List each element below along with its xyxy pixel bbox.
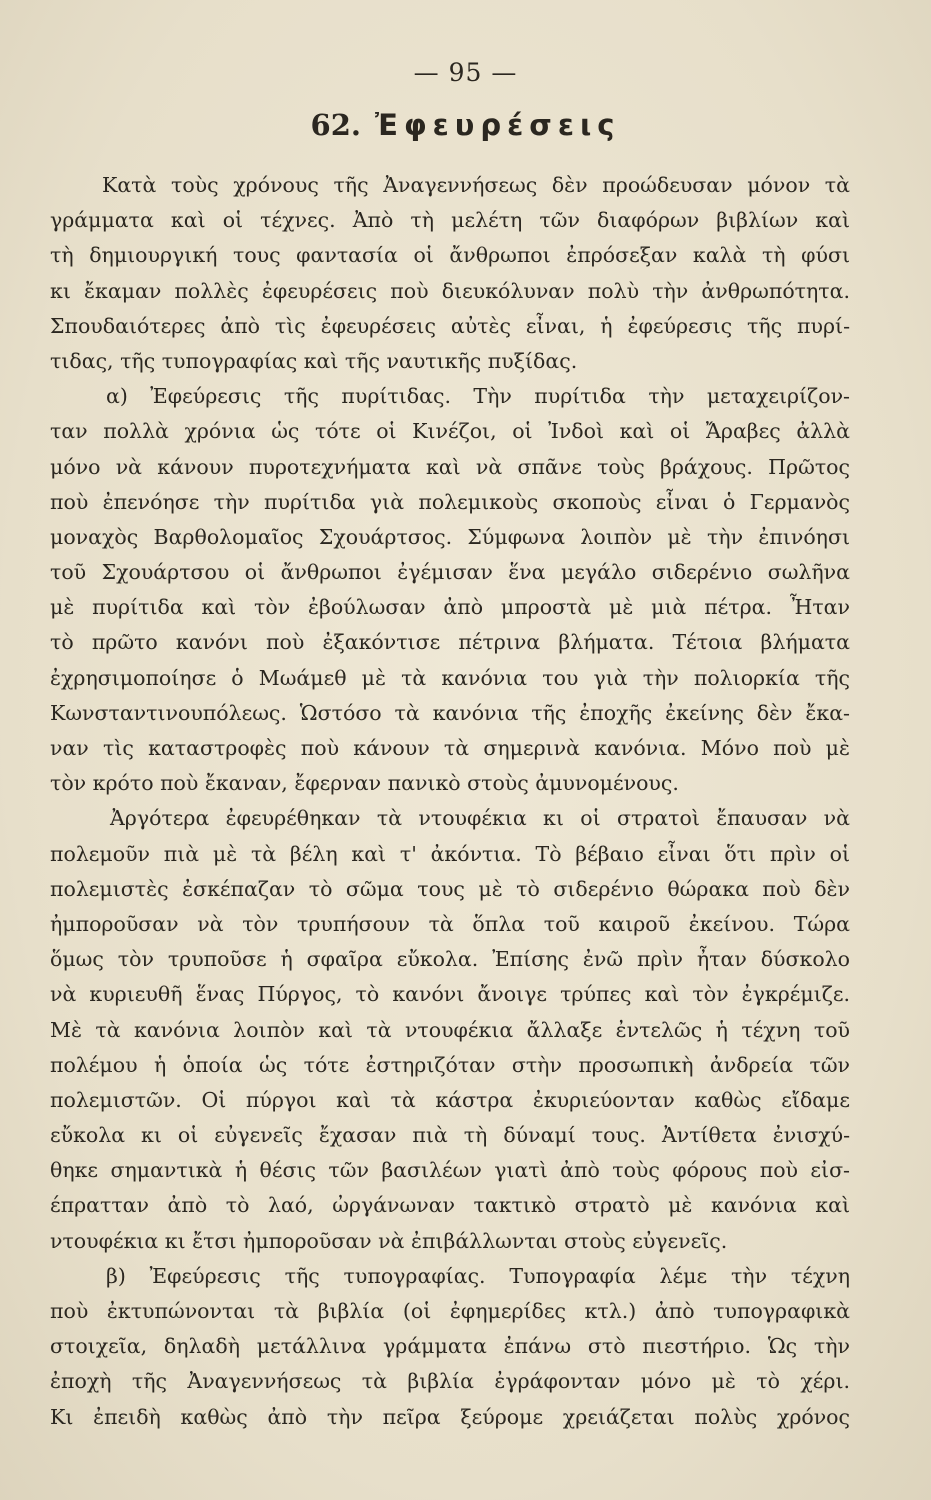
text-line: Κι ἐπειδὴ καθὼς ἀπὸ τὴν πεῖρα ξεύρομε χρειάζεται πολὺς χρόνος (50, 1404, 850, 1429)
text-line: τοῦ Σχουάρτσου οἱ ἄνθρωποι ἐγέμισαν ἕνα μεγάλο σιδερένιο σωλῆνα (50, 560, 850, 585)
text-line: ὅμως τὸν τρυποῦσε ἡ σφαῖρα εὔκολα. Ἐπίσης ἐνῶ πρὶν ἦταν δύσκολο (50, 947, 850, 972)
text-line: νὰ κυριευθῆ ἕνας Πύργος, τὸ κανόνι ἄνοιγε τρύπες καὶ τὸν ἐγκρέμιζε. (50, 982, 850, 1007)
page-number: — 95 — (413, 58, 518, 87)
text-line: πολεμιστὲς ἐσκέπαζαν τὸ σῶμα τους μὲ τὸ σιδερένιο θώρακα ποὺ δὲν (50, 876, 850, 901)
text-line: Ἀργότερα ἐφευρέθηκαν τὰ ντουφέκια κι οἱ στρατοὶ ἔπαυσαν νὰ (110, 806, 850, 831)
text-line: ντουφέκια κι ἔτσι ἠμποροῦσαν νὰ ἐπιβάλλωνται στοὺς εὐγενεῖς. (50, 1228, 728, 1253)
section-heading (0, 108, 931, 142)
text-line: γράμματα καὶ οἱ τέχνες. Ἀπὸ τὴ μελέτη τῶν διαφόρων βιβλίων καὶ (50, 208, 850, 233)
text-line: τὸ πρῶτο κανόνι ποὺ ἐξακόντισε πέτρινα βλήματα. Τέτοια βλήματα (50, 630, 850, 655)
text-line: ἐποχὴ τῆς Ἀναγεννήσεως τὰ βιβλία ἐγράφονταν μόνο μὲ τὸ χέρι. (50, 1369, 850, 1394)
text-line: β) Ἐφεύρεσις τῆς τυπογραφίας. Τυπογραφία λέμε τὴν τέχνη (106, 1263, 850, 1288)
text-line: κι ἔκαμαν πολλὲς ἐφευρέσεις ποὺ διευκόλυναν πολὺ τὴν ἀνθρωπότητα. (50, 278, 850, 303)
text-line: Κατὰ τοὺς χρόνους τῆς Ἀναγεννήσεως δὲν προώδευσαν μόνον τὰ (102, 173, 850, 197)
text-line: ναν τὶς καταστροφὲς ποὺ κάνουν τὰ σημερινὰ κανόνια. Μόνο ποὺ μὲ (50, 736, 850, 760)
body-text (50, 168, 850, 1435)
paragraph-gunpowder (50, 379, 850, 801)
paragraph-intro (50, 168, 850, 379)
text-line: στοιχεῖα, δηλαδὴ μετάλλινα γράμματα ἐπάνω στὸ πιεστήριο. Ὡς τὴν (50, 1334, 850, 1359)
text-line: εὔκολα κι οἱ εὐγενεῖς ἔχασαν πιὰ τὴ δύναμί τους. Ἀντίθετα ἐνισχύ- (50, 1123, 850, 1148)
text-line: τὴ δημιουργική τους φαντασία οἱ ἄνθρωποι ἐπρόσεξαν καλὰ τὴ φύσι (50, 243, 850, 268)
text-line: Μὲ τὰ κανόνια λοιπὸν καὶ τὰ ντουφέκια ἄλλαξε ἐντελῶς ἡ τέχνη τοῦ (50, 1017, 850, 1042)
paragraph-printing (50, 1259, 850, 1435)
text-line: ἠμποροῦσαν νὰ τὸν τρυπήσουν τὰ ὅπλα τοῦ καιροῦ ἐκείνου. Τώρα (50, 911, 850, 936)
text-line: τὸν κρότο ποὺ ἔκαναν, ἔφερναν πανικὸ στοὺς ἀμυνομένους. (50, 771, 679, 796)
text-line: πολέμου ἡ ὁποία ὡς τότε ἐστηριζόταν στὴν προσωπικὴ ἀνδρεία τῶν (50, 1052, 850, 1077)
paragraph-firearms (50, 801, 850, 1258)
text-line: μοναχὸς Βαρθολομαῖος Σχουάρτσος. Σύμφωνα λοιπὸν μὲ τὴν ἐπινόησι (50, 524, 850, 549)
text-line: Σπουδαιότερες ἀπὸ τὶς ἐφευρέσεις αὐτὲς εἶναι, ἡ ἐφεύρεσις τῆς πυρί- (50, 313, 850, 338)
text-line: πολεμοῦν πιὰ μὲ τὰ βέλη καὶ τ' ἀκόντια. Τὸ βέβαιο εἶναι ὅτι πρὶν οἱ (50, 841, 850, 866)
text-line: μὲ πυρίτιδα καὶ τὸν ἐβούλωσαν ἀπὸ μπροστὰ μὲ μιὰ πέτρα. Ἦταν (50, 595, 850, 620)
section-number: 62. (310, 108, 361, 142)
text-line: μόνο νὰ κάνουν πυροτεχνήματα καὶ νὰ σπᾶνε τοὺς βράχους. Πρῶτος (50, 454, 850, 479)
section-title: Ἐφευρέσεις (374, 108, 621, 142)
text-line: ποὺ ἐπενόησε τὴν πυρίτιδα γιὰ πολεμικοὺς σκοποὺς εἶναι ὁ Γερμανὸς (50, 489, 850, 514)
text-line: τιδας, τῆς τυπογραφίας καὶ τῆς ναυτικῆς πυξίδας. (50, 348, 578, 373)
text-line: ποὺ ἐκτυπώνονται τὰ βιβλία (οἱ ἐφημερίδες κτλ.) ἀπὸ τυπογραφικὰ (50, 1299, 850, 1323)
text-line: Κωνσταντινουπόλεως. Ὡστόσο τὰ κανόνια τῆς ἐποχῆς ἐκείνης δὲν ἔκα- (50, 700, 850, 725)
text-line: έπρατταν ἀπὸ τὸ λαό, ὠργάνωναν τακτικὸ στρατὸ μὲ κανόνια καὶ (50, 1193, 850, 1218)
text-line: ταν πολλὰ χρόνια ὡς τότε οἱ Κινέζοι, οἱ Ἰνδοὶ καὶ οἱ Ἄραβες ἀλλὰ (50, 419, 850, 444)
text-line: α) Ἐφεύρεσις τῆς πυρίτιδας. Τὴν πυρίτιδα τὴν μεταχειρίζον- (106, 384, 850, 409)
text-line: πολεμιστῶν. Οἱ πύργοι καὶ τὰ κάστρα ἐκυριεύονταν καθὼς εἴδαμε (50, 1087, 850, 1112)
text-line: ἐχρησιμοποίησε ὁ Μωάμεθ μὲ τὰ κανόνια του γιὰ τὴν πολιορκία τῆς (50, 665, 850, 690)
text-line: θηκε σημαντικὰ ἡ θέσις τῶν βασιλέων γιατὶ ἀπὸ τοὺς φόρους ποὺ εἰσ- (50, 1158, 850, 1183)
